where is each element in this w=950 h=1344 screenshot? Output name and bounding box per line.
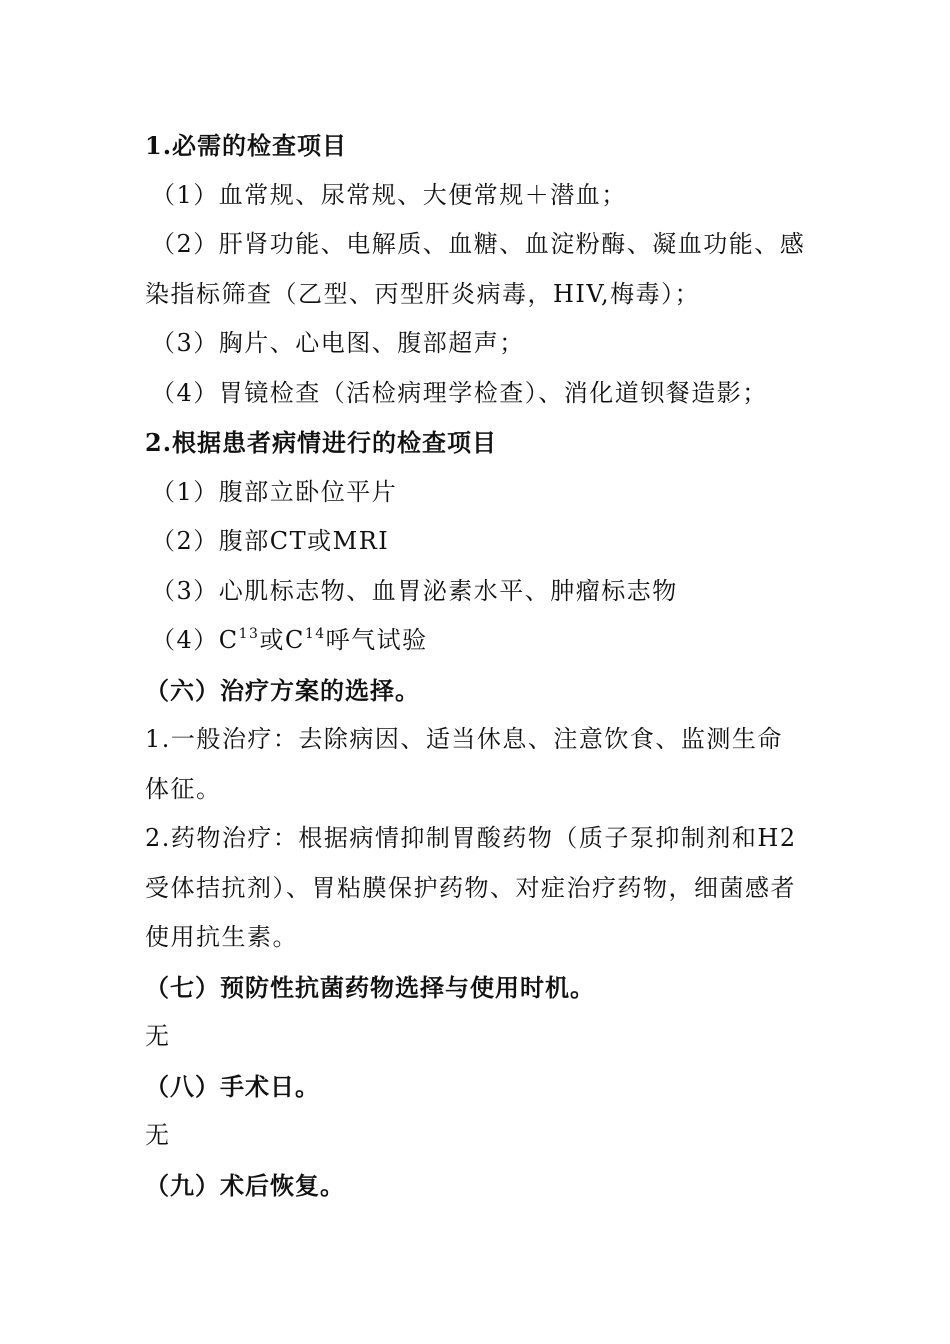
breath-test-sup1: 13 [238, 626, 260, 642]
section1-item: （3）胸片、心电图、腹部超声； [151, 329, 525, 357]
general-treatment-line: 体征。 [145, 774, 222, 803]
section7-body: 无 [145, 1022, 171, 1050]
breath-test-middle: 或C [259, 626, 305, 654]
drug-treatment-line: 2.药物治疗：根据病情抑制胃酸药物（质子泵抑制剂和H2 [145, 824, 797, 852]
section7-title: （七）预防性抗菌药物选择与使用时机。 [145, 972, 595, 1002]
section1-title: 1.必需的检查项目 [145, 131, 348, 160]
drug-treatment-line: 使用抗生素。 [145, 923, 298, 951]
breath-test-suffix: 呼气试验 [325, 626, 428, 654]
breath-test-sup2: 14 [304, 626, 326, 642]
section1-item: （1）血常规、尿常规、大便常规＋潜血； [151, 180, 627, 209]
section2-item: （2）腹部CT或MRI [151, 527, 390, 555]
section1-item: （4）胃镜检查（活检病理学检查）、消化道钡餐造影； [151, 378, 768, 407]
section2-item: （3）心肌标志物、血胃泌素水平、肿瘤标志物 [151, 576, 678, 605]
general-treatment-line: 1.一般治疗：去除病因、适当休息、注意饮食、监测生命 [145, 725, 783, 753]
drug-treatment-line: 受体拮抗剂）、胃粘膜保护药物、对症治疗药物，细菌感者 [145, 873, 796, 902]
section6-title: （六）治疗方案的选择。 [145, 675, 420, 705]
section8-title: （八）手术日。 [145, 1071, 320, 1101]
document-page [145, 121, 805, 1210]
section1-item-continuation: 染指标筛查（乙型、丙型肝炎病毒，HIV,梅毒）； [145, 279, 701, 308]
section8-body: 无 [145, 1121, 171, 1149]
section2-item-breath-test [145, 616, 805, 666]
section2-item: （1）腹部立卧位平片 [151, 477, 398, 506]
section2-title: 2.根据患者病情进行的检查项目 [145, 428, 498, 457]
section1-item: （2）肝肾功能、电解质、血糖、血淀粉酶、凝血功能、感 [151, 230, 806, 258]
breath-test-prefix: （4）C [151, 626, 239, 654]
section9-title: （九）术后恢复。 [145, 1170, 345, 1200]
